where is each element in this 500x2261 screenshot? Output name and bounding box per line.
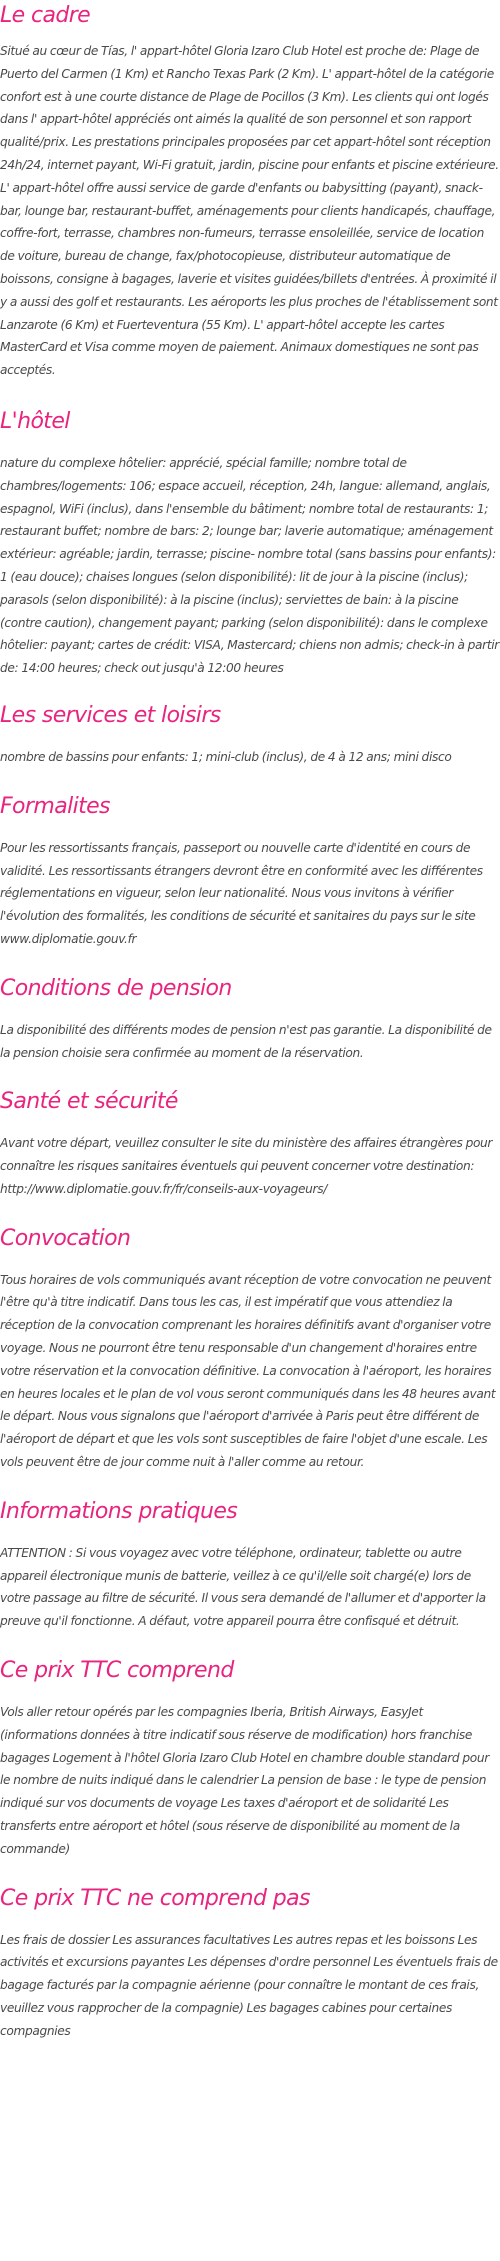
- section-conditions-pension: [0, 973, 500, 1065]
- section-body: Vols aller retour opérés par les compagnies Iberia, British Airways, EasyJet (informations données à titre indicatif sous réserve de modification) hors franchise bagages Logement à l'hôtel Gloria Izaro Club Hotel en chambre double standard pour le nombre de nuits indiqué dans le calendrier La pension de base : le type de pension indiqué sur vos documents de voyage Les taxes d'aéroport et de solidarité Les transferts entre aéroport et hôtel (sous réserve de disponibilité au moment de la commande): [0, 1705, 489, 1856]
- section-body: Tous horaires de vols communiqués avant réception de votre convocation ne peuvent l'être qu'à titre indicatif. Dans tous les cas, il est impératif que vous attendiez la réception de la convocation comprenant les horaires définitifs avant d'organiser votre voyage. Nous ne pourront être tenu responsable d'un changement d'horaires entre votre réservation et la convocation définitive. La convocation à l'aéroport, les horaires en heures locales et le plan de vol vous seront communiqués dans les 48 heures avant le départ. Nous vous signalons que l'aéroport d'arrivée à Paris peut être différent de l'aéroport de départ et que les vols sont susceptibles de faire l'objet d'une escale. Les vols peuvent être de jour comme nuit à l'aller comme au retour.: [0, 1272, 496, 1470]
- section-body: La disponibilité des différents modes de pension n'est pas garantie. La disponibilité de la pension choisie sera confirmée au moment de la réservation.: [0, 1022, 492, 1060]
- section-title: Santé et sécurité: [0, 1089, 178, 1115]
- section-title: Convocation: [0, 1225, 131, 1251]
- section-title: Ce prix TTC ne comprend pas: [0, 1885, 310, 1911]
- section-body: Avant votre départ, veuillez consulter le site du ministère des affaires étrangères pour connaître les risques sanitaires éventuels qui peuvent concerner votre destination: http://www.diplomatie.gouv.fr/fr/conseils-aux-voyageurs/: [0, 1136, 493, 1196]
- section-title: Informations pratiques: [0, 1498, 238, 1524]
- section-convocation: [0, 1223, 500, 1474]
- section-informations-pratiques: [0, 1496, 500, 1633]
- section-title: Les services et loisirs: [0, 702, 221, 728]
- section-sante-securite: [0, 1086, 500, 1200]
- section-formalites: [0, 791, 500, 951]
- section-title: Formalites: [0, 793, 110, 819]
- section-title: Ce prix TTC comprend: [0, 1658, 234, 1684]
- section-body: Les frais de dossier Les assurances facultatives Les autres repas et les boissons Les activités et excursions payantes Les dépenses d'ordre personnel Les éventuels frais de bagage facturés par la compagnie aérienne (pour connaître le montant de ces frais, veuillez vous rapprocher de la compagnie) Les bagages cabines pour certaines compagnies: [0, 1932, 498, 2038]
- section-body: Pour les ressortissants français, passeport ou nouvelle carte d'identité en cours de validité. Les ressortissants étrangers devront être en conformité avec les différentes réglementations en vigueur, selon leur nationalité. Nous vous invitons à vérifier l'évolution des formalités, les conditions de sécurité et sanitaires du pays sur le site www.diplomatie.gouv.fr: [0, 840, 483, 946]
- section-body: nombre de bassins pour enfants: 1; mini-club (inclus), de 4 à 12 ans; mini disco: [0, 749, 452, 764]
- section-services-loisirs: [0, 700, 500, 769]
- section-body: ATTENTION : Si vous voyagez avec votre téléphone, ordinateur, tablette ou autre appareil électronique munis de batterie, veillez à ce qu'il/elle soit chargé(e) lors de votre passage au filtre de sécurité. Il vous sera demandé de l'allumer et d'apporter la preuve qu'il fonctionne. A défaut, votre appareil pourra être confisqué et détruit.: [0, 1545, 486, 1629]
- section-body: Situé au cœur de Tías, l' appart-hôtel Gloria Izaro Club Hotel est proche de: Plage de Puerto del Carmen (1 Km) et Rancho Texas Park (2 Km). L' appart-hôtel de la catégorie confort est à une courte distance de Plage de Pocillos (3 Km). Les clients qui ont logés dans l' appart-hôtel appréciés ont aimés la qualité de son personnel et son rapport qualité/prix. Les prestations principales proposées par cet appart-hôtel sont réception 24h/24, internet payant, Wi-Fi gratuit, jardin, piscine pour enfants et piscine extérieure. L' appart-hôtel offre aussi service de garde d'enfants ou babysitting (payant), snack-bar, lounge bar, restaurant-buffet, aménagements pour clients handicapés, chauffage, coffre-fort, terrasse, chambres non-fumeurs, terrasse ensoleillée, service de location de voiture, bureau de change, fax/photocopieuse, distributeur automatique de boissons, consigne à bagages, laverie et visites guidées/billets d'entrées. À proximité il y a aussi des golf et restaurants. Les aéroports les plus proches de l'établissement sont Lanzarote (6 Km) et Fuerteventura (55 Km). L' appart-hôtel accepte les cartes MasterCard et Visa comme moyen de paiement. Animaux domestiques ne sont pas acceptés.: [0, 44, 499, 378]
- section-title: Le cadre: [0, 3, 91, 28]
- section-prix-ne-comprend-pas: [0, 1883, 500, 2043]
- section-hotel: [0, 406, 500, 680]
- section-title: Conditions de pension: [0, 975, 232, 1001]
- section-body: nature du complexe hôtelier: apprécié, spécial famille; nombre total de chambres/logements: 106; espace accueil, réception, 24h, langue: allemand, anglais, espagnol, WiFi (inclus), dans l'ensemble du bâtiment; nombre total de restaurants: 1; restaurant buffet; nombre de bars: 2; lounge bar; laverie automatique; aménagement extérieur: agréable; jardin, terrasse; piscine- nombre total (sans bassins pour enfants): 1 (eau douce); chaises longues (selon disponibilité): lit de jour à la piscine (inclus); parasols (selon disponibilité): à la piscine (inclus); serviettes de bain: à la piscine (contre caution), changement payant; parking (selon disponibilité): dans le complexe hôtelier: payant; cartes de crédit: VISA, Mastercard; chiens non admis; check-in à partir de: 14:00 heures; check out jusqu'à 12:00 heures: [0, 455, 499, 676]
- section-title: L'hôtel: [0, 408, 70, 434]
- section-prix-comprend: [0, 1655, 500, 1861]
- section-le-cadre: [0, 0, 500, 382]
